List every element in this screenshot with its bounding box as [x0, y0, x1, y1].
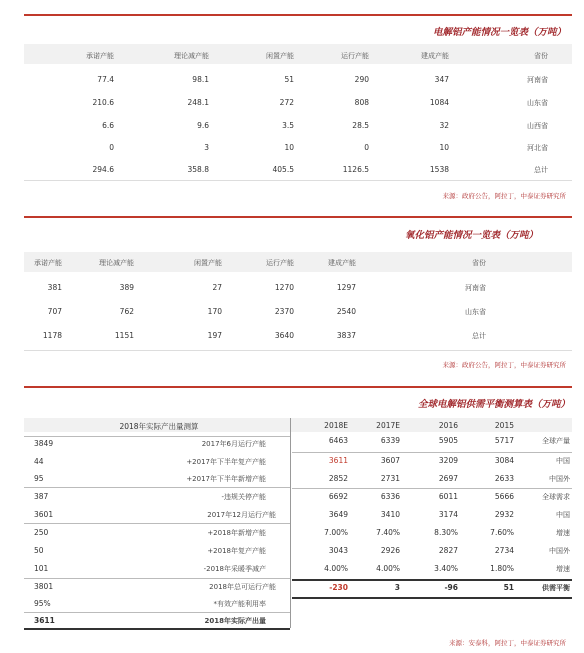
- table3-right-title: 2018年实际产出量测算: [119, 422, 199, 431]
- row-label: 总计: [534, 166, 548, 174]
- table-cell: 32: [439, 121, 449, 130]
- column-header: 承诺产能: [34, 259, 62, 267]
- table-cell: 3.40%: [434, 564, 458, 573]
- table-cell: 6.6: [102, 121, 114, 130]
- row-label: 山东省: [465, 308, 486, 316]
- calc-value: 50: [34, 546, 44, 555]
- table-cell: 2697: [438, 474, 458, 483]
- table-cell: 98.1: [192, 75, 209, 84]
- table-cell: 4.00%: [324, 564, 348, 573]
- calc-value: 3601: [34, 510, 54, 519]
- table3-title: 全球电解铝供需平衡测算表（万吨）: [417, 399, 570, 410]
- table-cell: 77.4: [97, 75, 114, 84]
- calc-rule: [24, 487, 290, 488]
- table-cell: 707: [47, 307, 62, 316]
- table-cell: 2731: [380, 474, 400, 483]
- table-cell: 3209: [438, 456, 458, 465]
- table-cell: 2540: [336, 307, 356, 316]
- row-label: 全球产量: [542, 437, 570, 445]
- table-cell: 3607: [380, 456, 400, 465]
- table-cell: 1126.5: [342, 165, 369, 174]
- table-cell: 3649: [328, 510, 348, 519]
- row-label: 河南省: [465, 284, 486, 292]
- calc-label: -2018年采暖季减产: [203, 565, 266, 573]
- row-label: 河北省: [527, 144, 548, 152]
- table1-source: 来源：政府公告，阿拉丁，中泰证券研究所: [442, 192, 566, 200]
- table-cell: 3640: [274, 331, 294, 340]
- table-cell: 358.8: [187, 165, 209, 174]
- table-cell: 3410: [380, 510, 400, 519]
- calc-value: 101: [34, 564, 49, 573]
- column-header: 建成产能: [328, 259, 356, 267]
- table-cell: 5905: [438, 436, 458, 445]
- table-cell: 5666: [494, 492, 514, 501]
- row-label: 中国外: [549, 547, 570, 555]
- table3-source: 来源：安泰科，阿拉丁，中泰证券研究所: [449, 639, 566, 647]
- table2-source: 来源：政府公告，阿拉丁，中泰证券研究所: [442, 361, 566, 369]
- table2-title: 氧化铝产能情况一览表（万吨）: [405, 230, 539, 241]
- row-label: 供需平衡: [542, 584, 570, 592]
- table-cell: 389: [119, 283, 134, 292]
- table-cell: 3611: [328, 456, 348, 465]
- table-cell: 210.6: [92, 98, 114, 107]
- table-cell: 170: [207, 307, 222, 316]
- calc-label: +2017年下半年复产产能: [186, 458, 266, 466]
- year-header: 2016: [438, 421, 458, 430]
- column-header: 理论减产能: [174, 52, 209, 60]
- year-header: 2017E: [376, 421, 400, 430]
- table3-rule: [292, 579, 572, 581]
- row-label: 总计: [472, 332, 486, 340]
- column-header: 建成产能: [421, 52, 449, 60]
- table-cell: 197: [207, 331, 222, 340]
- calc-label: *有效产能利用率: [213, 600, 266, 608]
- row-label: 河南省: [527, 76, 548, 84]
- row-label: 中国: [556, 457, 570, 465]
- column-header: 运行产能: [341, 52, 369, 60]
- calc-label: -违规关停产能: [221, 493, 266, 501]
- year-header: 2018E: [324, 421, 348, 430]
- row-label: 全球需求: [542, 493, 570, 501]
- calc-rule: [24, 628, 290, 630]
- table-cell: 0: [109, 143, 114, 152]
- column-header: 省份: [472, 259, 486, 267]
- table-cell: 3: [204, 143, 209, 152]
- calc-label: 2018年实际产出量: [204, 617, 266, 625]
- table-cell: 2926: [380, 546, 400, 555]
- row-label: 山东省: [527, 99, 548, 107]
- calc-label: 2017年6月运行产能: [201, 440, 266, 448]
- table-cell: 1297: [336, 283, 356, 292]
- calc-value: 250: [34, 528, 49, 537]
- table-cell: 3: [394, 583, 400, 592]
- table-cell: 1178: [42, 331, 62, 340]
- table-cell: 290: [354, 75, 369, 84]
- table-cell: 51: [503, 583, 514, 592]
- table1-top-rule: [24, 14, 572, 16]
- table-cell: 4.00%: [376, 564, 400, 573]
- table-cell: 2370: [274, 307, 294, 316]
- row-label: 山西省: [527, 122, 548, 130]
- table3-top-rule: [24, 386, 572, 388]
- calc-value: 95: [34, 474, 44, 483]
- table-cell: 1084: [429, 98, 449, 107]
- calc-label: 2018年总可运行产能: [209, 583, 276, 591]
- calc-value: 95%: [34, 599, 51, 608]
- table-cell: 248.1: [187, 98, 209, 107]
- table-cell: 3174: [438, 510, 458, 519]
- table-cell: 27: [212, 283, 222, 292]
- table-cell: 7.60%: [490, 528, 514, 537]
- table-cell: 8.30%: [434, 528, 458, 537]
- table3-bottom-rule: [292, 597, 572, 599]
- calc-value: 44: [34, 457, 44, 466]
- table-cell: 28.5: [352, 121, 369, 130]
- column-header: 闲置产能: [194, 259, 222, 267]
- row-label: 中国外: [549, 475, 570, 483]
- table-cell: 2633: [494, 474, 514, 483]
- calc-rule: [24, 578, 290, 579]
- calc-rule: [24, 523, 290, 524]
- column-header: 承诺产能: [86, 52, 114, 60]
- table-cell: 6463: [328, 436, 348, 445]
- calc-value: 3801: [34, 582, 54, 591]
- table-cell: 347: [434, 75, 449, 84]
- column-header: 闲置产能: [266, 52, 294, 60]
- table-cell: -96: [444, 583, 458, 592]
- table1-title: 电解铝产能情况一览表（万吨）: [432, 27, 566, 38]
- calc-label: +2018年复产产能: [207, 547, 266, 555]
- table3-divider: [290, 418, 291, 628]
- table-cell: 1.80%: [490, 564, 514, 573]
- table-cell: 6339: [380, 436, 400, 445]
- table-cell: 7.40%: [376, 528, 400, 537]
- table-cell: 3084: [494, 456, 514, 465]
- table-cell: 3043: [328, 546, 348, 555]
- table3-rule: [292, 488, 572, 489]
- table-cell: 6692: [328, 492, 348, 501]
- table-cell: 405.5: [272, 165, 294, 174]
- table-cell: 6336: [380, 492, 400, 501]
- table-cell: 7.00%: [324, 528, 348, 537]
- column-header: 省份: [534, 52, 548, 60]
- table-cell: 1151: [114, 331, 134, 340]
- table-cell: 6011: [438, 492, 458, 501]
- table-cell: 381: [47, 283, 62, 292]
- table-cell: 10: [439, 143, 449, 152]
- calc-value: 3611: [34, 616, 55, 625]
- calc-rule: [24, 436, 290, 437]
- table-cell: 762: [119, 307, 134, 316]
- table-cell: 272: [279, 98, 294, 107]
- table-cell: 5717: [494, 436, 514, 445]
- calc-label: +2018年新增产能: [207, 529, 266, 537]
- table-cell: 3.5: [282, 121, 294, 130]
- table1-bottom-rule: [24, 180, 572, 181]
- table-cell: 10: [284, 143, 294, 152]
- table2-bottom-rule: [24, 350, 572, 351]
- column-header: 理论减产能: [99, 259, 134, 267]
- year-header: 2015: [494, 421, 514, 430]
- table2-top-rule: [24, 216, 572, 218]
- row-label: 增速: [556, 565, 570, 573]
- row-label: 中国: [556, 511, 570, 519]
- table-cell: 1538: [429, 165, 449, 174]
- table-cell: 2932: [494, 510, 514, 519]
- table-cell: 808: [354, 98, 369, 107]
- table-cell: 51: [284, 75, 294, 84]
- table-cell: 0: [364, 143, 369, 152]
- table-cell: 2734: [494, 546, 514, 555]
- column-header: 运行产能: [266, 259, 294, 267]
- table-cell: 9.6: [197, 121, 209, 130]
- table-cell: 2827: [438, 546, 458, 555]
- calc-value: 3849: [34, 439, 54, 448]
- calc-value: 387: [34, 492, 49, 501]
- table3-rule: [292, 452, 572, 453]
- calc-label: +2017年下半年新增产能: [186, 475, 266, 483]
- table-cell: 294.6: [92, 165, 114, 174]
- table-cell: -230: [329, 583, 348, 592]
- table-cell: 1270: [274, 283, 294, 292]
- calc-rule: [24, 612, 290, 613]
- table-cell: 2852: [328, 474, 348, 483]
- row-label: 增速: [556, 529, 570, 537]
- calc-label: 2017年12月运行产能: [207, 511, 276, 519]
- table-cell: 3837: [336, 331, 356, 340]
